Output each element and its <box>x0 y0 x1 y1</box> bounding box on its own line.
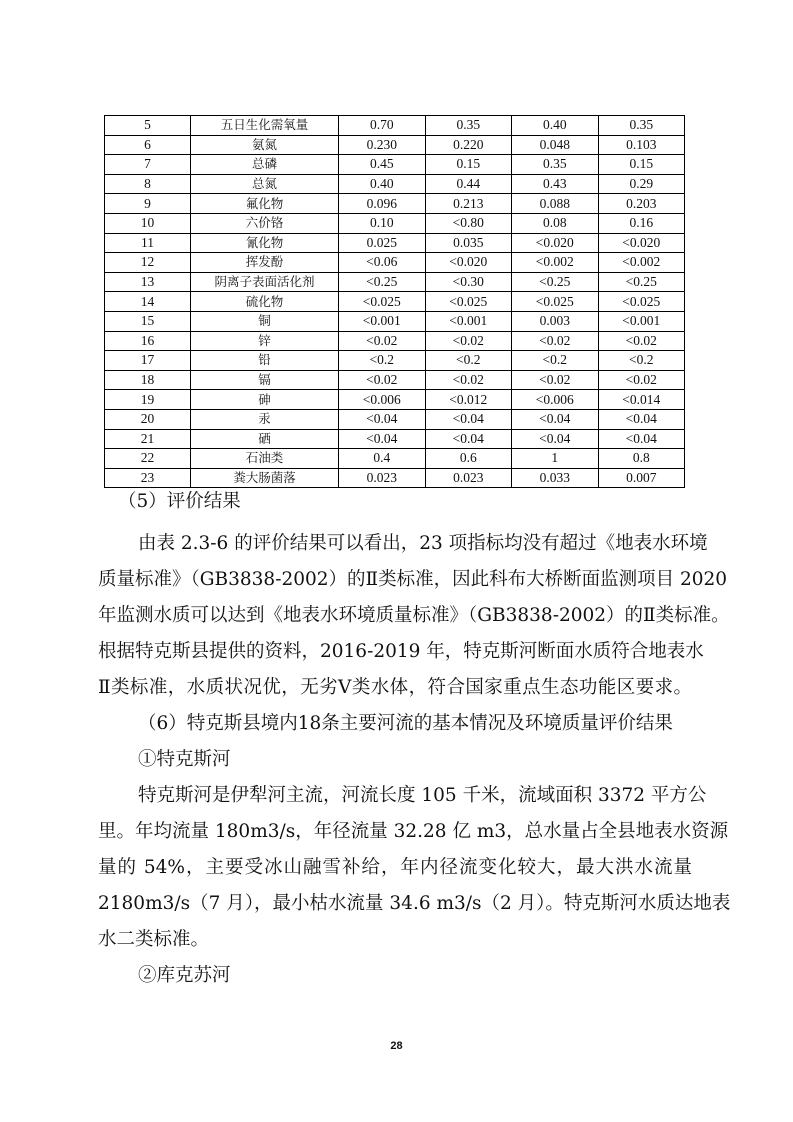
value-cell: 0.43 <box>512 174 599 194</box>
river-1-title: ①特克斯河 <box>138 749 231 770</box>
value-cell: <0.02 <box>339 370 426 390</box>
value-cell: 1 <box>512 449 599 469</box>
table-row <box>105 174 685 194</box>
value-cell: 0.29 <box>598 174 685 194</box>
value-cell: 0.70 <box>339 116 426 136</box>
para1-line4: 根据特克斯县提供的资料，2016-2019 年，特克斯河断面水质符合地表水 <box>98 641 704 662</box>
table-row <box>105 292 685 312</box>
value-cell: <0.025 <box>512 292 599 312</box>
value-cell: 0.088 <box>512 194 599 214</box>
indicator-name-cell: 氰化物 <box>191 233 339 253</box>
value-cell: <0.006 <box>512 390 599 410</box>
value-cell: <0.001 <box>425 311 512 331</box>
water-quality-table <box>104 115 685 488</box>
value-cell: <0.020 <box>512 233 599 253</box>
table-row <box>105 253 685 273</box>
value-cell: 0.08 <box>512 213 599 233</box>
value-cell: <0.020 <box>598 233 685 253</box>
row-number-cell: 15 <box>105 311 191 331</box>
value-cell: <0.02 <box>598 370 685 390</box>
value-cell: <0.04 <box>598 409 685 429</box>
indicator-name-cell: 铅 <box>191 351 339 371</box>
value-cell: <0.02 <box>425 370 512 390</box>
value-cell: <0.02 <box>512 331 599 351</box>
indicator-name-cell: 石油类 <box>191 449 339 469</box>
para2-line2: 里。年均流量 180m3/s，年径流量 32.28 亿 m3，总水量占全县地表水资源 <box>98 821 729 842</box>
para2-line1: 特克斯河是伊犁河主流，河流长度 105 千米，流域面积 3372 平方公 <box>138 785 707 806</box>
value-cell: 0.40 <box>339 174 426 194</box>
value-cell: <0.04 <box>598 429 685 449</box>
row-number-cell: 23 <box>105 468 191 488</box>
value-cell: <0.2 <box>598 351 685 371</box>
table-row <box>105 233 685 253</box>
indicator-name-cell: 氨氮 <box>191 135 339 155</box>
value-cell: <0.04 <box>339 409 426 429</box>
value-cell: 0.44 <box>425 174 512 194</box>
value-cell: <0.04 <box>512 429 599 449</box>
para1-line2: 质量标准》（GB3838-2002）的Ⅱ类标准，因此科布大桥断面监测项目 2020 <box>98 569 728 590</box>
value-cell: <0.25 <box>339 272 426 292</box>
table-row <box>105 194 685 214</box>
table-row <box>105 429 685 449</box>
indicator-name-cell: 氟化物 <box>191 194 339 214</box>
row-number-cell: 14 <box>105 292 191 312</box>
value-cell: 0.40 <box>512 116 599 136</box>
value-cell: 0.6 <box>425 449 512 469</box>
table-row <box>105 351 685 371</box>
indicator-name-cell: 铜 <box>191 311 339 331</box>
value-cell: 0.025 <box>339 233 426 253</box>
value-cell: 0.220 <box>425 135 512 155</box>
value-cell: <0.02 <box>339 331 426 351</box>
para2-line5: 水二类标准。 <box>98 929 210 950</box>
value-cell: 0.103 <box>598 135 685 155</box>
table-body <box>105 116 685 488</box>
value-cell: 0.10 <box>339 213 426 233</box>
table-row <box>105 116 685 136</box>
row-number-cell: 8 <box>105 174 191 194</box>
para2-line3: 量的 54%，主要受冰山融雪补给，年内径流变化较大，最大洪水流量 <box>98 857 692 878</box>
row-number-cell: 12 <box>105 253 191 273</box>
indicator-name-cell: 硒 <box>191 429 339 449</box>
indicator-name-cell: 粪大肠菌落 <box>191 468 339 488</box>
value-cell: 0.35 <box>598 116 685 136</box>
value-cell: 0.35 <box>512 155 599 175</box>
value-cell: <0.80 <box>425 213 512 233</box>
row-number-cell: 9 <box>105 194 191 214</box>
value-cell: 0.45 <box>339 155 426 175</box>
value-cell: 0.35 <box>425 116 512 136</box>
row-number-cell: 13 <box>105 272 191 292</box>
value-cell: 0.213 <box>425 194 512 214</box>
value-cell: 0.023 <box>425 468 512 488</box>
table-row <box>105 468 685 488</box>
indicator-name-cell: 挥发酚 <box>191 253 339 273</box>
value-cell: <0.30 <box>425 272 512 292</box>
indicator-name-cell: 五日生化需氧量 <box>191 116 339 136</box>
indicator-name-cell: 锌 <box>191 331 339 351</box>
indicator-name-cell: 汞 <box>191 409 339 429</box>
value-cell: 0.035 <box>425 233 512 253</box>
value-cell: <0.025 <box>339 292 426 312</box>
row-number-cell: 18 <box>105 370 191 390</box>
table-row <box>105 135 685 155</box>
value-cell: <0.02 <box>598 331 685 351</box>
para1-line5: Ⅱ类标准，水质状况优，无劣Ⅴ类水体，符合国家重点生态功能区要求。 <box>98 677 692 698</box>
row-number-cell: 19 <box>105 390 191 410</box>
row-number-cell: 11 <box>105 233 191 253</box>
para1-line1: 由表 2.3-6 的评价结果可以看出，23 项指标均没有超过《地表水环境 <box>138 533 708 554</box>
indicator-name-cell: 阴离子表面活化剂 <box>191 272 339 292</box>
value-cell: 0.4 <box>339 449 426 469</box>
para1-line3: 年监测水质可以达到《地表水环境质量标准》（GB3838-2002）的Ⅱ类标准。 <box>98 605 730 626</box>
value-cell: 0.15 <box>598 155 685 175</box>
value-cell: 0.16 <box>598 213 685 233</box>
table-row <box>105 213 685 233</box>
indicator-name-cell: 总磷 <box>191 155 339 175</box>
value-cell: <0.06 <box>339 253 426 273</box>
value-cell: 0.230 <box>339 135 426 155</box>
value-cell: 0.15 <box>425 155 512 175</box>
value-cell: <0.2 <box>512 351 599 371</box>
value-cell: 0.203 <box>598 194 685 214</box>
value-cell: 0.8 <box>598 449 685 469</box>
row-number-cell: 21 <box>105 429 191 449</box>
value-cell: <0.2 <box>339 351 426 371</box>
value-cell: <0.020 <box>425 253 512 273</box>
page-number: 28 <box>390 1040 403 1052</box>
row-number-cell: 10 <box>105 213 191 233</box>
para2-line4: 2180m3/s（7 月），最小枯水流量 34.6 m3/s（2 月）。特克斯河水质达地表 <box>98 893 731 914</box>
value-cell: 0.003 <box>512 311 599 331</box>
table-row <box>105 155 685 175</box>
indicator-name-cell: 硫化物 <box>191 292 339 312</box>
value-cell: <0.2 <box>425 351 512 371</box>
indicator-name-cell: 镉 <box>191 370 339 390</box>
table-row <box>105 331 685 351</box>
table-row <box>105 311 685 331</box>
table-row <box>105 409 685 429</box>
value-cell: <0.04 <box>425 429 512 449</box>
row-number-cell: 17 <box>105 351 191 371</box>
row-number-cell: 22 <box>105 449 191 469</box>
row-number-cell: 20 <box>105 409 191 429</box>
value-cell: 0.007 <box>598 468 685 488</box>
value-cell: 0.033 <box>512 468 599 488</box>
row-number-cell: 5 <box>105 116 191 136</box>
value-cell: <0.04 <box>425 409 512 429</box>
value-cell: <0.025 <box>425 292 512 312</box>
table-row <box>105 390 685 410</box>
value-cell: <0.002 <box>598 253 685 273</box>
value-cell: <0.012 <box>425 390 512 410</box>
value-cell: 0.096 <box>339 194 426 214</box>
value-cell: <0.04 <box>512 409 599 429</box>
value-cell: <0.006 <box>339 390 426 410</box>
value-cell: <0.04 <box>339 429 426 449</box>
value-cell: <0.014 <box>598 390 685 410</box>
table-row <box>105 370 685 390</box>
indicator-name-cell: 六价铬 <box>191 213 339 233</box>
section-heading-5: （5）评价结果 <box>118 491 241 512</box>
value-cell: <0.25 <box>598 272 685 292</box>
table-row <box>105 272 685 292</box>
indicator-name-cell: 总氮 <box>191 174 339 194</box>
value-cell: <0.25 <box>512 272 599 292</box>
section-heading-6: （6）特克斯县境内18条主要河流的基本情况及环境质量评价结果 <box>138 713 673 734</box>
value-cell: <0.001 <box>598 311 685 331</box>
indicator-name-cell: 砷 <box>191 390 339 410</box>
value-cell: 0.048 <box>512 135 599 155</box>
table-row <box>105 449 685 469</box>
value-cell: <0.025 <box>598 292 685 312</box>
value-cell: <0.02 <box>512 370 599 390</box>
value-cell: <0.002 <box>512 253 599 273</box>
value-cell: <0.001 <box>339 311 426 331</box>
row-number-cell: 7 <box>105 155 191 175</box>
river-2-title: ②库克苏河 <box>138 965 231 986</box>
value-cell: 0.023 <box>339 468 426 488</box>
value-cell: <0.02 <box>425 331 512 351</box>
row-number-cell: 6 <box>105 135 191 155</box>
row-number-cell: 16 <box>105 331 191 351</box>
